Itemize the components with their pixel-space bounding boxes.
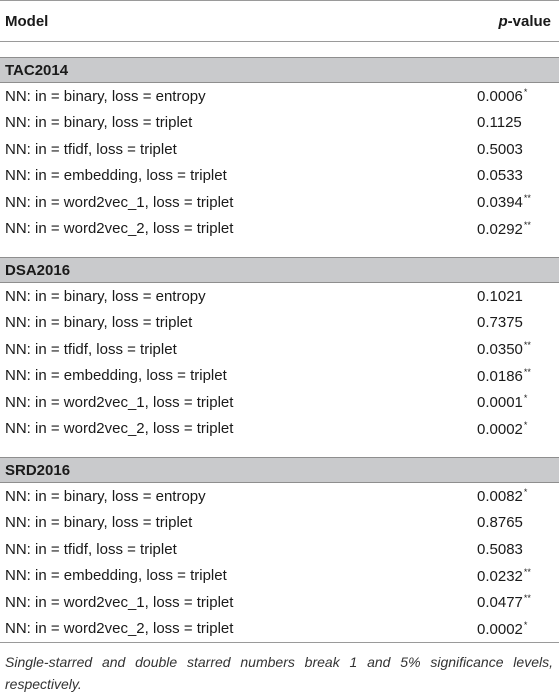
table-body xyxy=(0,42,559,643)
model-cell: NN: in = embedding, loss = triplet xyxy=(5,567,227,585)
pvalue-cell xyxy=(470,283,559,310)
model-cell: NN: in = word2vec_1, loss = triplet xyxy=(5,393,234,411)
pvalue-cell xyxy=(470,589,559,616)
pvalue-number: 0.0350 xyxy=(477,341,523,359)
model-cell: NN: in = word2vec_2, loss = triplet xyxy=(5,420,234,438)
pvalue-number: 0.0232 xyxy=(477,567,523,585)
model-cell: NN: in = embedding, loss = triplet xyxy=(5,167,227,185)
significance-star: * xyxy=(523,87,528,98)
pvalue-cell xyxy=(470,83,559,110)
model-cell: NN: in = tfidf, loss = triplet xyxy=(5,140,177,158)
table-row xyxy=(0,363,559,390)
model-cell: NN: in = binary, loss = triplet xyxy=(5,114,193,132)
model-cell: NN: in = binary, loss = triplet xyxy=(5,514,193,532)
section-header-row xyxy=(0,258,559,283)
table-row xyxy=(0,83,559,110)
model-cell: NN: in = word2vec_2, loss = triplet xyxy=(5,220,234,238)
significance-star: ** xyxy=(523,366,531,377)
table-row xyxy=(0,189,559,216)
model-cell: NN: in = word2vec_1, loss = triplet xyxy=(5,193,234,211)
pvalue-cell xyxy=(470,510,559,537)
section-title: TAC2014 xyxy=(0,58,559,83)
pvalue-number: 0.0082 xyxy=(477,488,523,506)
model-cell: NN: in = binary, loss = entropy xyxy=(5,287,206,305)
table-row xyxy=(0,310,559,337)
pvalue-cell xyxy=(470,336,559,363)
table-row xyxy=(0,536,559,563)
table-row xyxy=(0,563,559,590)
pvalue-cell xyxy=(470,110,559,137)
section-header-row xyxy=(0,58,559,83)
pvalue-column-header xyxy=(470,1,559,42)
table-row xyxy=(0,483,559,510)
significance-star: ** xyxy=(523,193,531,204)
pvalue-header-italic: p xyxy=(498,12,508,30)
model-cell: NN: in = tfidf, loss = triplet xyxy=(5,540,177,558)
pvalue-number: 0.7375 xyxy=(477,314,523,332)
pvalue-number: 0.8765 xyxy=(477,514,523,532)
section-title: DSA2016 xyxy=(0,258,559,283)
model-cell: NN: in = binary, loss = triplet xyxy=(5,314,193,332)
pvalue-number: 0.0006 xyxy=(477,88,523,106)
pvalue-cell xyxy=(470,136,559,163)
table-footnote: Single-starred and double starred numbers break 1 and 5% significance levels, respectively. xyxy=(5,654,553,692)
significance-star: ** xyxy=(523,566,531,577)
pvalue-cell xyxy=(470,189,559,216)
model-cell: NN: in = tfidf, loss = triplet xyxy=(5,340,177,358)
pvalue-cell xyxy=(470,563,559,590)
section-spacer xyxy=(0,442,559,458)
table-row xyxy=(0,216,559,243)
model-cell: NN: in = word2vec_1, loss = triplet xyxy=(5,593,234,611)
pvalue-number: 0.0292 xyxy=(477,220,523,238)
pvalue-number: 0.1021 xyxy=(477,287,523,305)
model-cell: NN: in = binary, loss = entropy xyxy=(5,487,206,505)
table-row xyxy=(0,616,559,643)
pvalue-number: 0.0001 xyxy=(477,394,523,412)
table-row xyxy=(0,510,559,537)
model-cell: NN: in = embedding, loss = triplet xyxy=(5,367,227,385)
pvalue-cell xyxy=(470,536,559,563)
table-row xyxy=(0,589,559,616)
table-row xyxy=(0,163,559,190)
table-row xyxy=(0,389,559,416)
significance-star: ** xyxy=(523,219,531,230)
pvalue-number: 0.0477 xyxy=(477,594,523,612)
section-title: SRD2016 xyxy=(0,458,559,483)
pvalue-number: 0.5083 xyxy=(477,540,523,558)
model-column-header: Model xyxy=(0,1,470,42)
pvalue-number: 0.0533 xyxy=(477,167,523,185)
significance-star: * xyxy=(523,619,528,630)
significance-star: * xyxy=(523,487,528,498)
pvalue-number: 0.1125 xyxy=(477,114,522,132)
pvalue-cell xyxy=(470,216,559,243)
pvalue-cell xyxy=(470,310,559,337)
pvalue-cell xyxy=(470,163,559,190)
model-cell: NN: in = word2vec_2, loss = triplet xyxy=(0,616,470,643)
pvalue-cell xyxy=(470,389,559,416)
significance-star: ** xyxy=(523,340,531,351)
table-row xyxy=(0,110,559,137)
section-header-row xyxy=(0,458,559,483)
table-row xyxy=(0,416,559,443)
significance-star: ** xyxy=(523,593,531,604)
pvalue-header-rest: -value xyxy=(507,12,551,30)
table-row xyxy=(0,336,559,363)
pvalue-number: 0.0002 xyxy=(477,420,523,438)
table-row xyxy=(0,283,559,310)
table-row xyxy=(0,136,559,163)
pvalue-number: 0.0002 xyxy=(477,620,523,638)
header-row xyxy=(0,1,559,42)
pvalue-cell xyxy=(470,616,559,643)
pvalue-cell xyxy=(470,416,559,443)
significance-star: * xyxy=(523,393,528,404)
model-cell: NN: in = binary, loss = entropy xyxy=(5,87,206,105)
significance-star: * xyxy=(523,419,528,430)
pvalue-number: 0.0186 xyxy=(477,367,523,385)
section-spacer xyxy=(0,242,559,258)
section-spacer xyxy=(0,42,559,58)
pvalue-number: 0.0394 xyxy=(477,194,523,212)
pvalue-number: 0.5003 xyxy=(477,140,523,158)
pvalue-cell xyxy=(470,363,559,390)
pvalue-cell xyxy=(470,483,559,510)
